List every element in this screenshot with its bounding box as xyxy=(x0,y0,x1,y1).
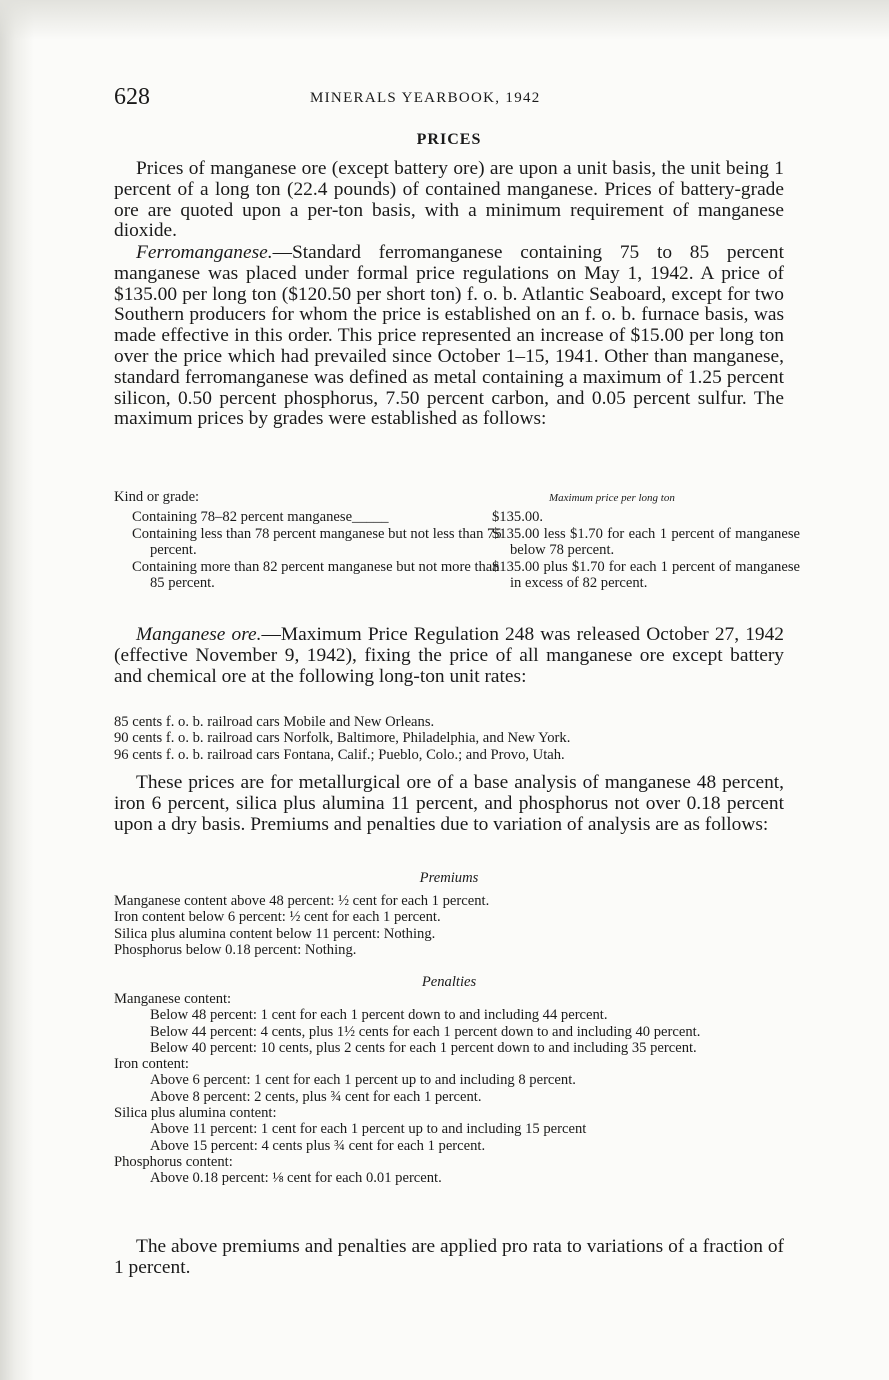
rate-list xyxy=(114,714,784,763)
penalty-item: Above 0.18 percent: ⅛ cent for each 0.01 percent. xyxy=(150,1170,442,1187)
rate-item: 90 cents f. o. b. railroad cars Norfolk, Baltimore, Philadelphia, and New York. xyxy=(114,730,571,747)
running-header xyxy=(114,84,784,114)
price-cell: $135.00. xyxy=(492,509,544,525)
penalties-heading: Penalties xyxy=(421,974,477,990)
kind-header: Kind or grade: xyxy=(114,489,200,505)
price-row xyxy=(114,526,800,560)
price-table-header xyxy=(114,489,784,509)
page-number: 628 xyxy=(114,84,150,110)
penalties-list xyxy=(114,991,784,1187)
penalty-group-heading: Phosphorus content: xyxy=(114,1153,233,1170)
premium-item: Manganese content above 48 percent: ½ cent for each 1 percent. xyxy=(114,893,490,909)
grade-cell: Containing less than 78 percent manganese but not less than 75 percent. xyxy=(132,526,502,558)
grade-cell: Containing 78–82 percent manganese_____ xyxy=(132,509,389,525)
intro-paragraph: Prices of manganese ore (except battery ore) are upon a unit basis, the unit being 1 percent of a long ton (22.4 pounds) of contained manganese. Prices of battery-grade ore are quoted upon a per-ton basis, with a minimum requirement of manganese dioxide. xyxy=(114,158,784,242)
penalty-item: Below 40 percent: 10 cents, plus 2 cents for each 1 percent down to and including 35 percent. xyxy=(150,1039,697,1056)
rate-item: 96 cents f. o. b. railroad cars Fontana, Calif.; Pueblo, Colo.; and Provo, Utah. xyxy=(114,746,565,763)
penalty-item: Above 8 percent: 2 cents, plus ¾ cent for each 1 percent. xyxy=(150,1088,482,1105)
closing-paragraph: The above premiums and penalties are applied pro rata to variations of a fraction of 1 percent. xyxy=(114,1236,784,1278)
penalty-group-heading: Manganese content: xyxy=(114,991,232,1007)
running-title: MINERALS YEARBOOK, 1942 xyxy=(310,90,541,106)
penalty-item: Below 44 percent: 4 cents, plus 1½ cents for each 1 percent down to and including 40 percent. xyxy=(150,1023,701,1040)
premium-item: Phosphorus below 0.18 percent: Nothing. xyxy=(114,941,357,958)
penalty-group-heading: Silica plus alumina content: xyxy=(114,1105,277,1122)
scan-top-shadow xyxy=(0,0,889,40)
penalty-item: Above 6 percent: 1 cent for each 1 percent up to and including 8 percent. xyxy=(150,1072,576,1089)
penalty-item: Above 11 percent: 1 cent for each 1 percent up to and including 15 percent xyxy=(150,1121,587,1138)
ferromanganese-lead: Ferromanganese. xyxy=(136,242,273,263)
premium-item: Iron content below 6 percent: ½ cent for each 1 percent. xyxy=(114,909,441,926)
rate-item: 85 cents f. o. b. railroad cars Mobile and New Orleans. xyxy=(114,714,435,730)
ferromanganese-paragraph xyxy=(114,243,784,430)
price-header: Maximum price per long ton xyxy=(549,492,675,504)
price-cell: $135.00 plus $1.70 for each 1 percent of manganese in excess of 82 percent. xyxy=(492,559,800,591)
section-title: PRICES xyxy=(416,131,482,148)
price-row xyxy=(114,559,800,609)
manganese-ore-text: —Maximum Price Regulation 248 was released October 27, 1942 (effective November 9, 1942), fixing the price of all manganese ore except battery and chemical ore at the following long-ton unit rates: xyxy=(114,624,784,687)
ferromanganese-text: —Standard ferromanganese containing 75 to 85 percent manganese was placed under formal price regulations on May 1, 1942. A price of $135.00 per long ton ($120.50 per short ton) f. o. b. Atlantic Seaboard, except for two Southern producers for whom the price is established on an f. o. b. furnace basis, was made effective in this order. This price represented an increase of $15.00 per long ton over the price which had prevailed since October 1–15, 1941. Other than manganese, standard ferromanganese was defined as metal containing a maximum of 1.25 percent silicon, 0.50 percent phosphorus, 7.50 percent carbon, and 0.05 percent sulfur. The maximum prices by grades were established as follows: xyxy=(114,242,784,430)
premiums-heading: Premiums xyxy=(419,870,479,886)
base-analysis-paragraph: These prices are for metallurgical ore of a base analysis of manganese 48 percent, iron 6 percent, silica plus alumina 11 percent, and phosphorus not over 0.18 percent upon a dry basis. Premiums and penalties due to variation of analysis are as follows: xyxy=(114,772,784,835)
premiums-list xyxy=(114,893,784,958)
penalty-item: Above 15 percent: 4 cents plus ¾ cent for each 1 percent. xyxy=(150,1137,486,1154)
premium-item: Silica plus alumina content below 11 percent: Nothing. xyxy=(114,925,436,942)
penalty-group-heading: Iron content: xyxy=(114,1056,189,1073)
price-cell: $135.00 less $1.70 for each 1 percent of manganese below 78 percent. xyxy=(492,526,800,558)
manganese-ore-paragraph xyxy=(114,625,784,687)
penalty-item: Below 48 percent: 1 cent for each 1 percent down to and including 44 percent. xyxy=(150,1007,608,1024)
manganese-ore-lead: Manganese ore. xyxy=(136,624,262,645)
grade-cell: Containing more than 82 percent manganese but not more than 85 percent. xyxy=(132,559,500,591)
scan-edge-shadow xyxy=(0,0,34,1380)
price-row xyxy=(114,509,784,527)
